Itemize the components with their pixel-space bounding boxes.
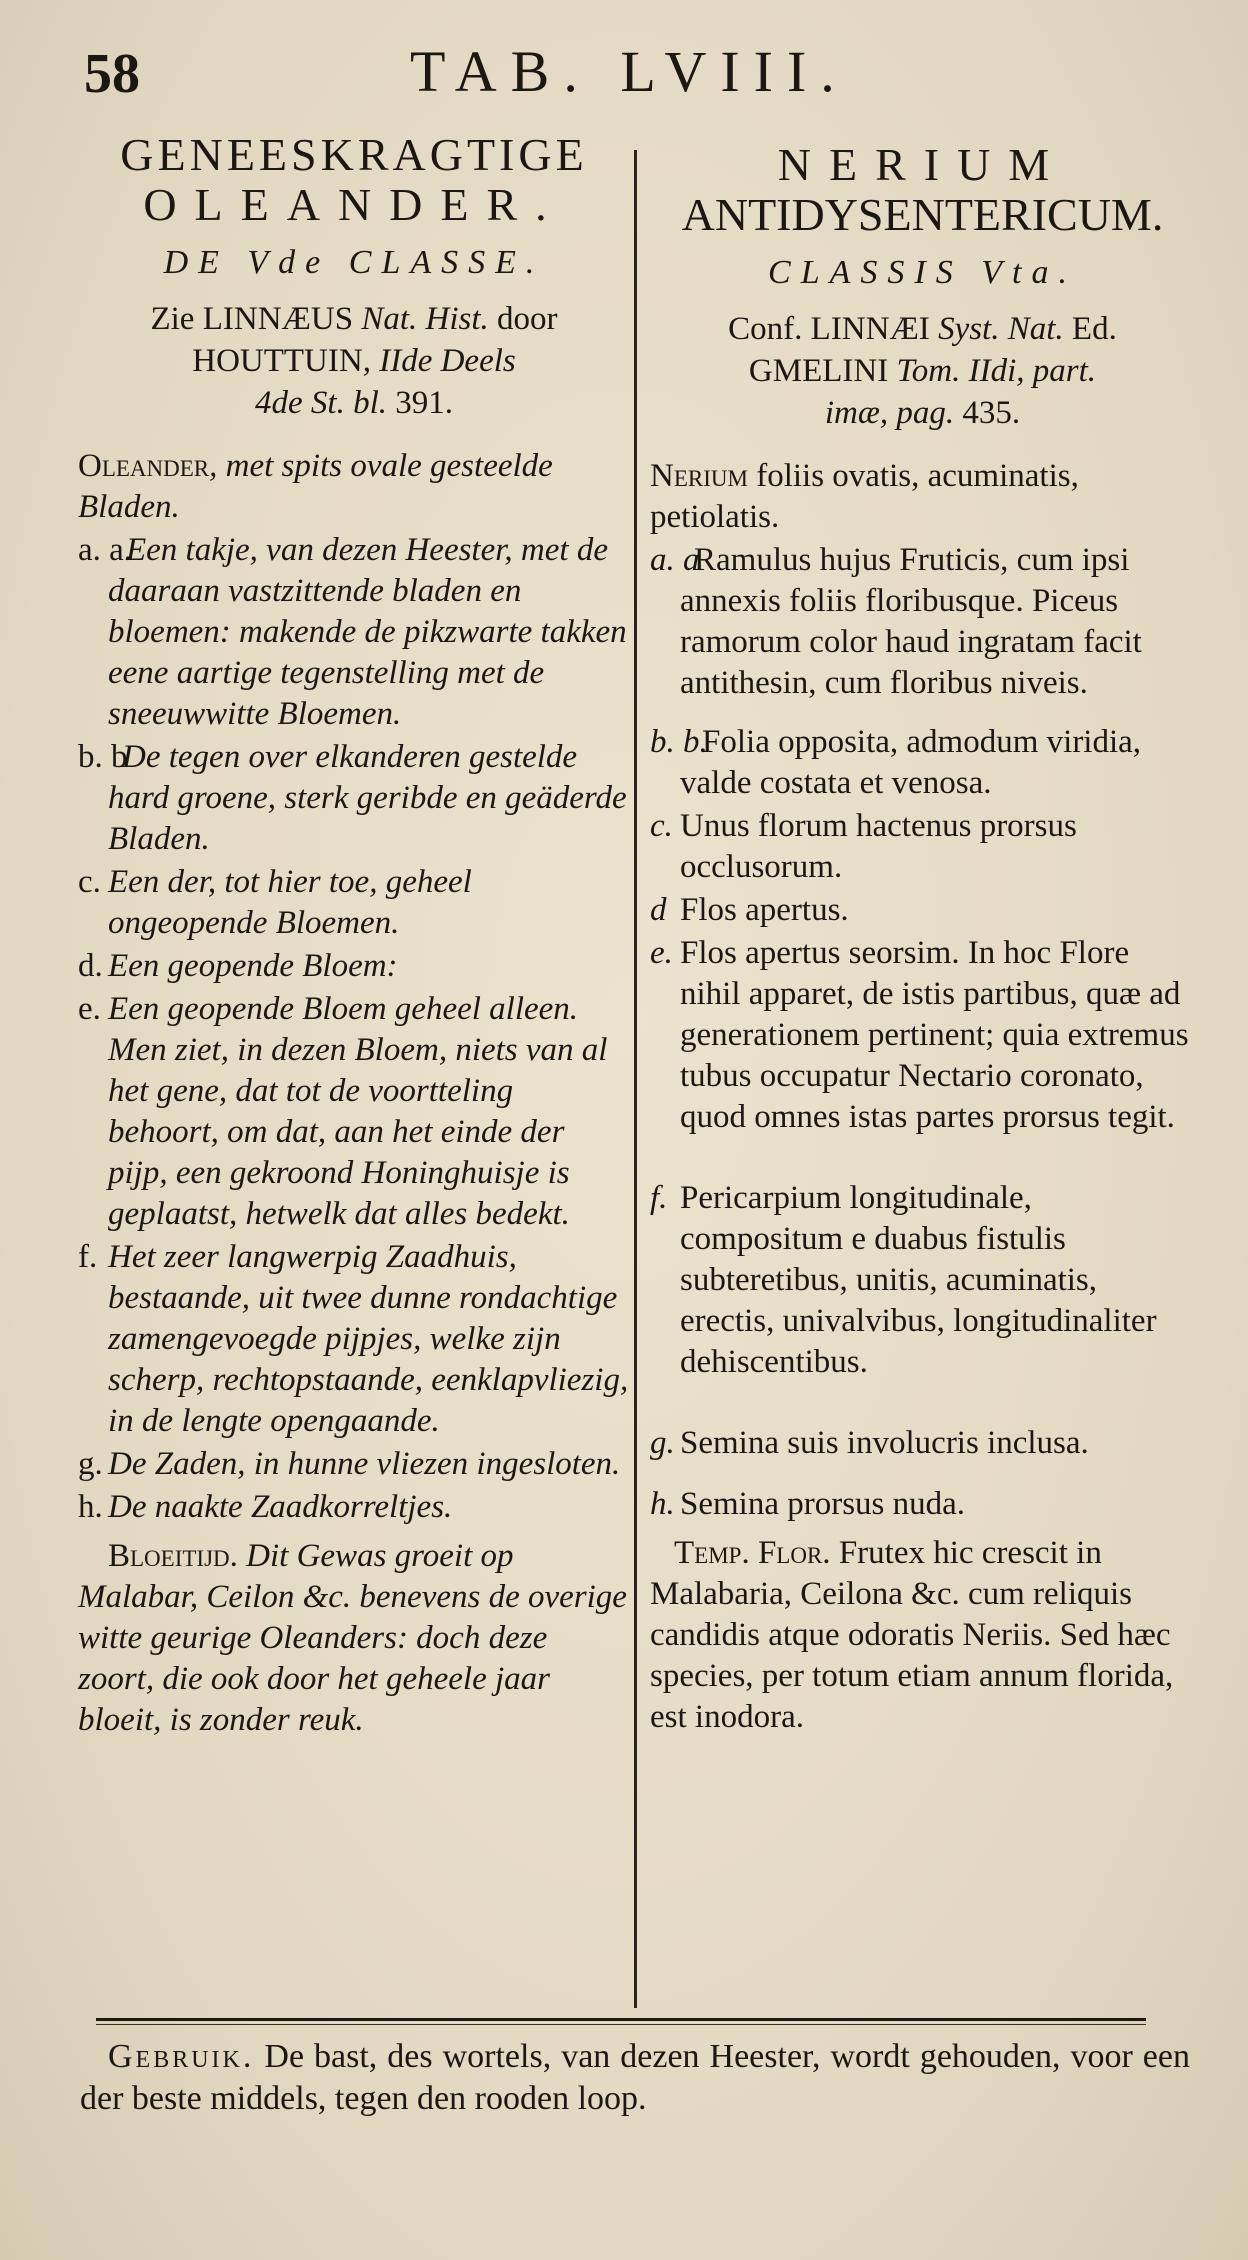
usage-text: De bast, des wortels, van dezen Heester, wordt gehouden, voor een der beste middels, tegen den rooden loop. [80, 2038, 1190, 2117]
footer-rule [96, 2018, 1146, 2021]
block-label: h. [650, 1486, 675, 1522]
dutch-block-b [78, 737, 630, 860]
block-text: Dit Gewas groeit op Malabar, Ceilon &c. benevens de overige witte geurige Oleanders: doch deze zoort, die ook door het geheele jaar bloeit, is zonder reuk. [78, 1538, 627, 1738]
block-label: f. [78, 1239, 98, 1275]
latin-title-line1: NERIUM [777, 139, 1068, 190]
ref-location: imæ, pag. [824, 395, 955, 431]
block-text: De naakte Zaadkorreltjes. [108, 1489, 453, 1525]
dutch-descriptions [78, 446, 630, 1741]
block-label: b. b. [650, 724, 708, 760]
block-head: Bloeitijd. [108, 1538, 238, 1574]
dutch-title-line2: OLEANDER. [143, 179, 565, 230]
latin-descriptions [650, 456, 1195, 1738]
usage-paragraph [80, 2036, 1190, 2120]
block-text: Een geopende Bloem geheel alleen. Men ziet, in dezen Bloem, niets van al het gene, dat tot de voortteling behoort, om dat, aan het einde der pijp, een gekroond Honinghuisje is geplaatst, hetwelk dat alles bedekt. [108, 991, 608, 1232]
block-label: c. [650, 808, 673, 844]
block-label: d [650, 892, 667, 928]
block-text: Het zeer langwerpig Zaadhuis, bestaande, uit twee dunne rondachtige zamengevoegde pijpjes, welke zijn scherp, rechtopstaande, eenklapvliezig, in de lengte opengaande. [108, 1239, 629, 1439]
block-text: foliis ovatis, acuminatis, petiolatis. [650, 458, 1079, 535]
dutch-block-a [78, 530, 630, 735]
block-text: Semina suis involucris inclusa. [680, 1425, 1089, 1461]
ref-ed: Ed. [1071, 311, 1117, 347]
ref-author: LINNÆI [810, 311, 930, 347]
block-text: Frutex hic crescit in Malabaria, Ceilona &c. cum reliquis candidis atque odoratis Neriis. Sed hæc species, per totum etiam annum florida, est inodora. [650, 1535, 1174, 1735]
dutch-column [78, 130, 630, 1743]
block-text: Flos apertus. [680, 892, 849, 928]
page-header [0, 30, 1248, 110]
dutch-block-bloeitijd [78, 1536, 630, 1741]
block-head: Temp. Flor. [674, 1535, 831, 1571]
latin-column [650, 140, 1195, 1740]
block-text: Semina prorsus nuda. [680, 1486, 966, 1522]
block-text: Een geopende Bloem: [108, 948, 398, 984]
dutch-class: DE Vde CLASSE. [163, 244, 545, 281]
column-divider [634, 150, 637, 2008]
page-number: 58 [84, 43, 140, 105]
latin-block-c [650, 806, 1195, 888]
dutch-reference [78, 298, 630, 424]
dutch-title-line1: GENEESKRAGTIGE [120, 129, 588, 180]
dutch-block-f [78, 1237, 630, 1442]
block-text: De Zaden, in hunne vliezen ingesloten. [108, 1446, 621, 1482]
block-label: a. a. [78, 532, 133, 568]
latin-block-a [650, 540, 1195, 704]
ref-work: Nat. Hist. [361, 301, 489, 337]
dutch-block-c [78, 862, 630, 944]
latin-block-h [650, 1484, 1195, 1525]
block-label: h. [78, 1489, 103, 1525]
ref-prefix: Zie [150, 301, 195, 337]
block-text: Flos apertus seorsim. In hoc Flore nihil apparet, de istis partibus, quæ ad generationem pertinent; quia extremus tubus occupatur Nectario coronato, quod omnes istas partes prorsus tegit. [680, 935, 1189, 1135]
block-label: b. b [78, 739, 128, 775]
ref-page: 391. [395, 385, 453, 421]
block-head: Nerium [650, 458, 748, 494]
dutch-block-g [78, 1444, 630, 1485]
block-label: d. [78, 948, 103, 984]
block-label: g. [78, 1446, 103, 1482]
footer-rule-thin [96, 2024, 1146, 2025]
block-head: Oleander [78, 448, 210, 484]
ref-work: Syst. Nat. [938, 311, 1064, 347]
dutch-block-h [78, 1487, 630, 1528]
block-label: g. [650, 1425, 675, 1461]
latin-block-f [650, 1178, 1195, 1383]
latin-class: CLASSIS Vta. [768, 254, 1077, 291]
block-label: f. [650, 1180, 668, 1216]
block-text: , met spits ovale gesteelde Bladen. [78, 448, 553, 525]
block-text: Ramulus hujus Fruticis, cum ipsi annexis foliis floribusque. Piceus ramorum color haud ingratam facit antithesin, cum floribus niveis. [680, 542, 1142, 701]
ref-location: 4de St. bl. [255, 385, 387, 421]
ref-page: 435. [962, 395, 1021, 431]
latin-block-d [650, 890, 1195, 931]
ref-part: , IIde Deels [362, 343, 516, 379]
block-label: a. a [650, 542, 700, 578]
block-text: Folia opposita, admodum viridia, valde costata et venosa. [680, 724, 1142, 801]
block-text: De tegen over elkanderen gestelde hard groene, sterk geribde en geäderde Bladen. [108, 739, 627, 857]
latin-block-temp-flor [650, 1533, 1195, 1738]
ref-author: LINNÆUS [202, 301, 354, 337]
block-label: c. [78, 864, 101, 900]
block-text: Pericarpium longitudinale, compositum e duabus fistulis subteretibus, unitis, acuminatis, erectis, univalvibus, longitudinaliter dehiscentibus. [680, 1180, 1157, 1380]
ref-door: door [497, 301, 558, 337]
latin-block-g [650, 1423, 1195, 1464]
usage-head: Gebruik. [108, 2038, 255, 2075]
dutch-block-e [78, 989, 630, 1235]
block-label: e. [78, 991, 101, 1027]
ref-prefix: Conf. [728, 311, 803, 347]
ref-translator: HOUTTUIN [192, 343, 363, 379]
ref-editor: GMELINI [748, 353, 889, 389]
latin-title-line2: ANTIDYSENTERICUM. [681, 189, 1164, 240]
block-text: Een takje, van dezen Heester, met de daaraan vastzittende bladen en bloemen: makende de pikzwarte takken eene aartige tegenstelling met de sneeuwwitte Bloemen. [108, 532, 627, 732]
latin-block-e [650, 933, 1195, 1138]
block-text: Een der, tot hier toe, geheel ongeopende Bloemen. [108, 864, 472, 941]
latin-reference [650, 308, 1195, 434]
block-text: Unus florum hactenus prorsus occlusorum. [680, 808, 1077, 885]
ref-part: Tom. IIdi, part. [896, 353, 1097, 389]
plate-title: TAB. LVIII. [410, 39, 849, 104]
dutch-block-intro [78, 446, 630, 528]
dutch-block-d [78, 946, 630, 987]
block-label: e. [650, 935, 673, 971]
latin-block-intro [650, 456, 1195, 538]
latin-block-b [650, 722, 1195, 804]
